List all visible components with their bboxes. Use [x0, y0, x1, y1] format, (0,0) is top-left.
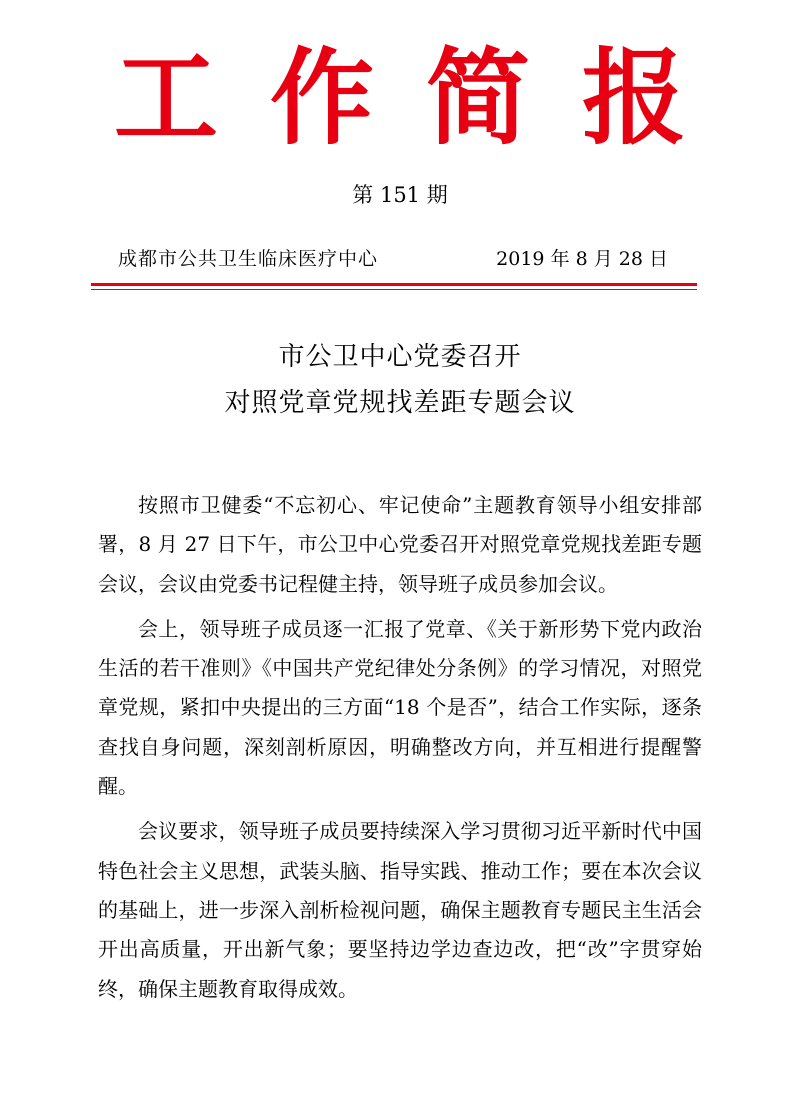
- paragraph: 会议要求，领导班子成员要持续深入学习贯彻习近平新时代中国特色社会主义思想，武装头脑、指导实践、推动工作；要在本次会议的基础上，进一步深入剖析检视问题，确保主题教育专题民主生活会开出高质量，开出新气象；要坚持边学边查边改，把“改”字贯穿始终，确保主题教育取得成效。: [98, 819, 702, 1001]
- issue-number: 第 151 期: [352, 183, 448, 207]
- article-body: [98, 486, 702, 1015]
- masthead-title: 工作简报: [113, 37, 738, 159]
- divider-thick: [91, 283, 697, 286]
- publish-date: 2019 年 8 月 28 日: [496, 248, 668, 270]
- article-headline: [0, 334, 800, 426]
- paragraph: 按照市卫健委“不忘初心、牢记使命”主题教育领导小组安排部署，8 月 27 日下午，市公卫中心党委召开对照党章党规找差距专题会议，会议由党委书记程健主持，领导班子成员参加会议。: [98, 493, 702, 596]
- divider-thin: [91, 289, 697, 290]
- meta-row: [118, 244, 668, 274]
- headline-line-2: 对照党章党规找差距专题会议: [224, 388, 576, 418]
- paragraph: 会上，领导班子成员逐一汇报了党章、《关于新形势下党内政治生活的若干准则》《中国共产党纪律处分条例》的学习情况，对照党章党规，紧扣中央提出的三方面“18 个是否”，结合工作实际，逐条查找自身问题，深刻剖析原因，明确整改方向，并互相进行提醒警醒。: [98, 616, 702, 799]
- headline-line-1: 市公卫中心党委召开: [278, 342, 522, 372]
- organization-name: 成都市公共卫生临床医疗中心: [118, 248, 379, 270]
